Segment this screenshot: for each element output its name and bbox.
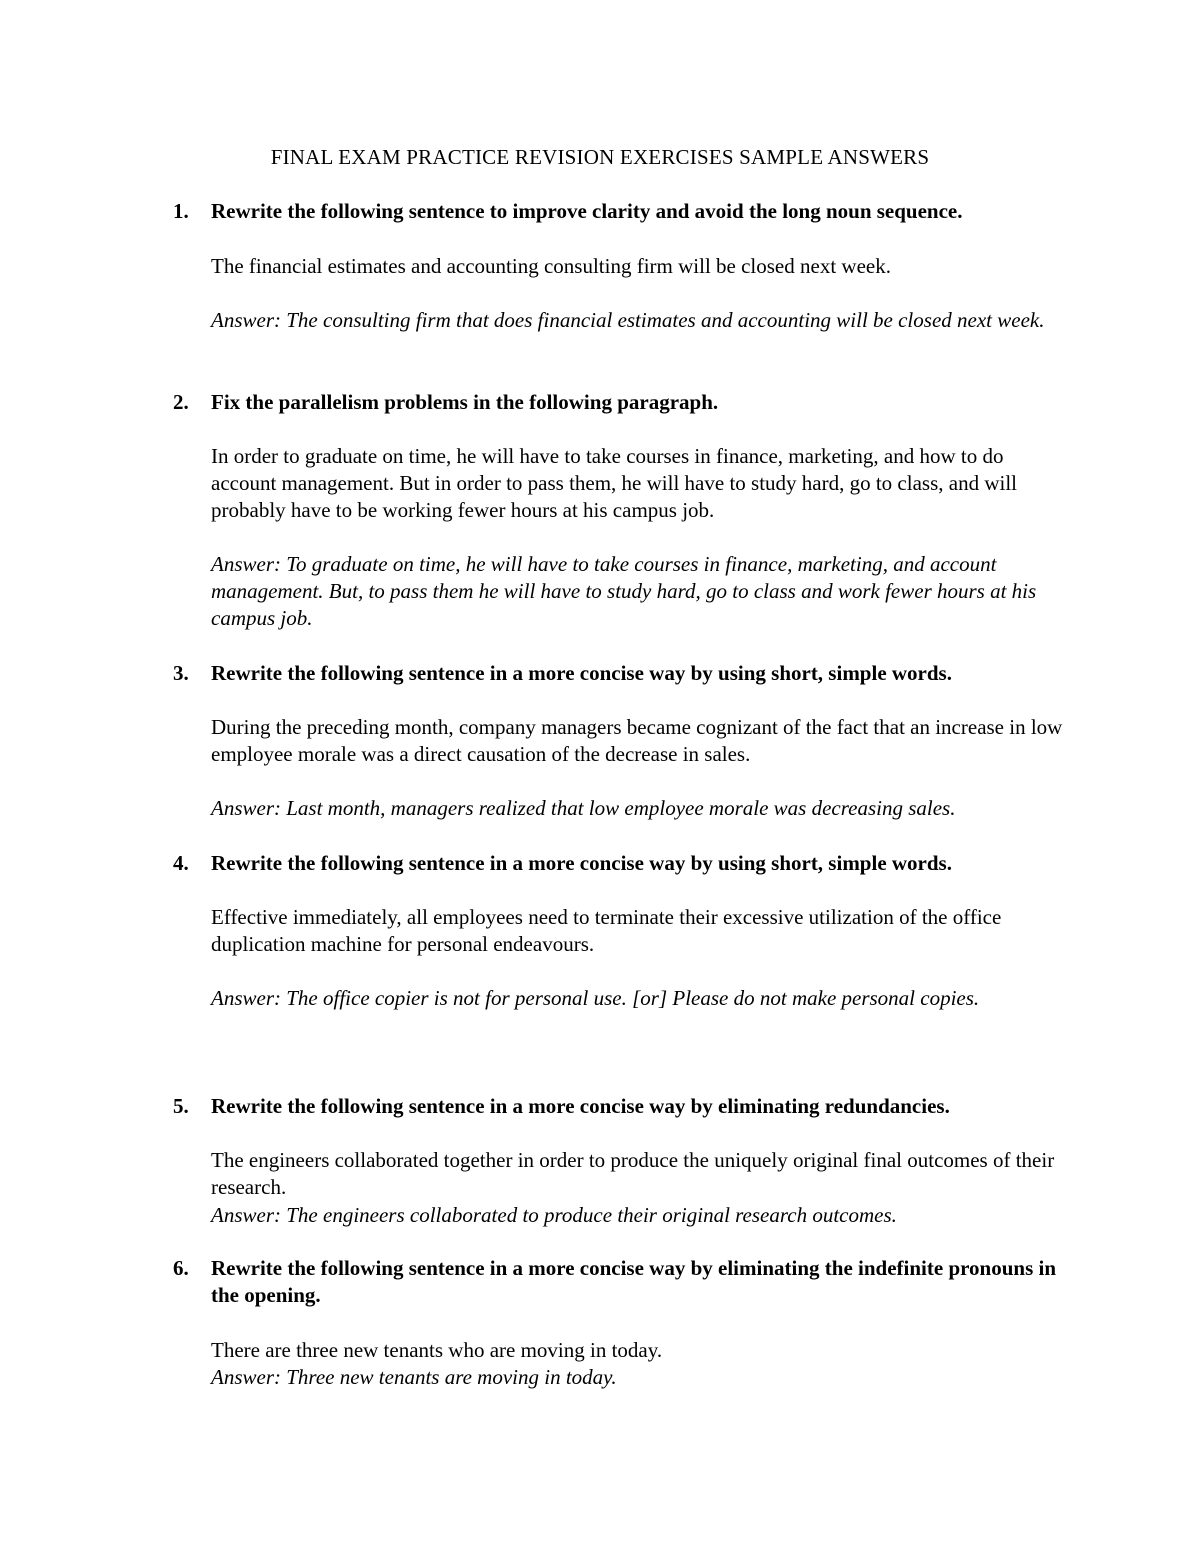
question-2-number: 2. xyxy=(173,390,189,414)
question-5-instruction: Rewrite the following sentence in a more concise way by eliminating redundancies. xyxy=(211,1094,950,1118)
question-1-number: 1. xyxy=(173,199,189,223)
question-5-answer: Answer: The engineers collaborated to produce their original research outcomes. xyxy=(211,1203,897,1227)
question-1-prompt: The financial estimates and accounting consulting firm will be closed next week. xyxy=(211,254,891,278)
question-3-number: 3. xyxy=(173,661,189,685)
page-title: FINAL EXAM PRACTICE REVISION EXERCISES SAMPLE ANSWERS xyxy=(270,145,930,169)
question-2-prompt: In order to graduate on time, he will have to take courses in finance, marketing, and how to do account management. But in order to pass them, he will have to study hard, go to class, and will probably have to be working fewer hours at his campus job. xyxy=(211,444,1017,522)
question-2-answer: Answer: To graduate on time, he will have to take courses in finance, marketing, and account management. But, to pass them he will have to study hard, go to class and work fewer hours at his campus job. xyxy=(211,552,1037,630)
question-3-instruction: Rewrite the following sentence in a more concise way by using short, simple words. xyxy=(211,661,952,685)
question-3-answer: Answer: Last month, managers realized that low employee morale was decreasing sales. xyxy=(211,796,956,820)
question-6-answer: Answer: Three new tenants are moving in today. xyxy=(211,1365,617,1389)
question-2-instruction: Fix the parallelism problems in the following paragraph. xyxy=(211,390,719,414)
question-5-prompt: The engineers collaborated together in order to produce the uniquely original final outcomes of their research. xyxy=(211,1148,1055,1199)
question-6-number: 6. xyxy=(173,1256,189,1280)
question-4-instruction: Rewrite the following sentence in a more concise way by using short, simple words. xyxy=(211,851,952,875)
question-3-prompt: During the preceding month, company managers became cognizant of the fact that an increase in low employee morale was a direct causation of the decrease in sales. xyxy=(211,715,1063,766)
question-5-number: 5. xyxy=(173,1094,189,1118)
question-4-answer: Answer: The office copier is not for personal use. [or] Please do not make personal copies. xyxy=(211,986,980,1010)
question-1-answer: Answer: The consulting firm that does financial estimates and accounting will be closed next week. xyxy=(211,308,1045,332)
question-4-number: 4. xyxy=(173,851,189,875)
question-6-instruction: Rewrite the following sentence in a more concise way by eliminating the indefinite pronouns in the opening. xyxy=(211,1256,1057,1307)
question-4-prompt: Effective immediately, all employees need to terminate their excessive utilization of the office duplication machine for personal endeavours. xyxy=(211,905,1002,956)
question-1-instruction: Rewrite the following sentence to improve clarity and avoid the long noun sequence. xyxy=(211,199,963,223)
question-6-prompt: There are three new tenants who are moving in today. xyxy=(211,1338,663,1362)
